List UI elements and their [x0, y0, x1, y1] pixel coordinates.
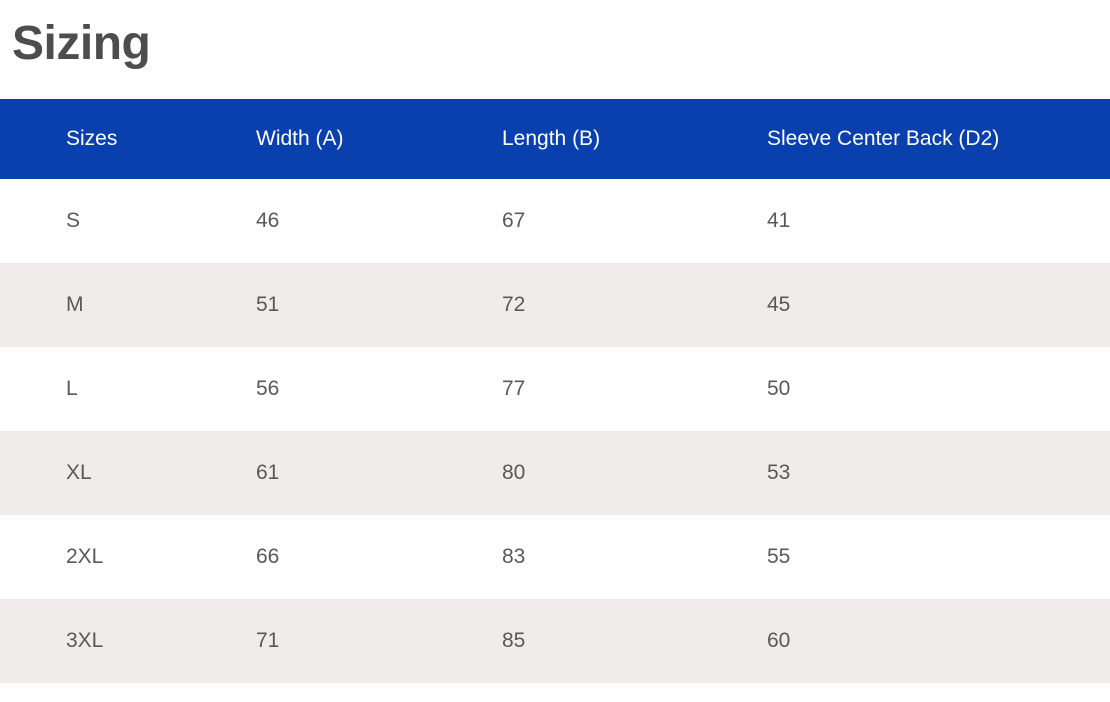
cell-width: 66 — [256, 545, 280, 568]
cell-width: 61 — [256, 461, 280, 484]
cell-length: 72 — [502, 293, 526, 316]
cell-width: 56 — [256, 377, 280, 400]
cell-width: 71 — [256, 629, 280, 652]
cell-size: XL — [66, 461, 92, 484]
table-row — [0, 179, 1110, 263]
cell-size: 2XL — [66, 545, 104, 568]
cell-size: 3XL — [66, 629, 104, 652]
cell-sleeve: 50 — [767, 377, 791, 400]
cell-length: 80 — [502, 461, 526, 484]
cell-size: M — [66, 293, 84, 316]
cell-size: S — [66, 209, 81, 232]
cell-sleeve: 60 — [767, 629, 791, 652]
cell-width: 46 — [256, 209, 280, 232]
table-row — [0, 515, 1110, 599]
cell-length: 85 — [502, 629, 526, 652]
cell-sleeve: 55 — [767, 545, 791, 568]
cell-length: 67 — [502, 209, 526, 232]
cell-width: 51 — [256, 293, 280, 316]
table-row — [0, 347, 1110, 431]
column-header-sizes: Sizes — [66, 127, 118, 150]
cell-sleeve: 53 — [767, 461, 791, 484]
cell-length: 83 — [502, 545, 526, 568]
column-header-length: Length (B) — [502, 127, 601, 150]
column-header-width: Width (A) — [256, 127, 344, 150]
cell-sleeve: 41 — [767, 209, 791, 232]
cell-sleeve: 45 — [767, 293, 791, 316]
cell-size: L — [66, 377, 78, 400]
table-header — [0, 99, 1110, 179]
table-body — [0, 179, 1110, 683]
table-row — [0, 599, 1110, 683]
table-row — [0, 263, 1110, 347]
sizing-table — [0, 99, 1110, 683]
cell-length: 77 — [502, 377, 526, 400]
column-header-sleeve-center-back: Sleeve Center Back (D2) — [767, 127, 1000, 150]
page-title: Sizing — [12, 17, 151, 70]
table-row — [0, 431, 1110, 515]
table-header-row — [0, 99, 1110, 179]
